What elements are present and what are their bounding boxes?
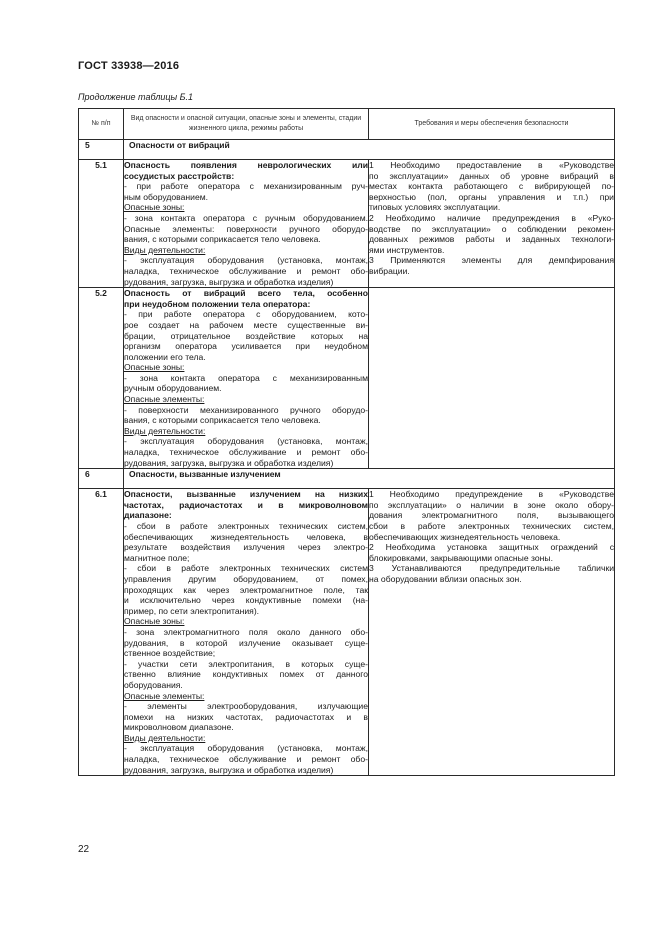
cell-text-line: местах контакта работающего с вибрирующей по- bbox=[369, 181, 614, 192]
cell-text-line: - эксплуатация оборудования (установка, монтаж, bbox=[124, 436, 368, 447]
cell-text-line: 3 Применяются элементы для демпфирования bbox=[369, 255, 614, 266]
cell-text-line: микроволновом диапазоне. bbox=[124, 722, 234, 733]
cell-text-line: при неудобном положении тела оператора: bbox=[124, 298, 311, 309]
cell-text-line: ручным оборудованием. bbox=[124, 383, 222, 394]
cell-text-line: рое создает на рабочем месте существенные ви- bbox=[124, 319, 368, 330]
cell-text-line: - эксплуатация оборудования (установка, монтаж, bbox=[124, 743, 368, 754]
measures-cell bbox=[369, 160, 615, 288]
row-number: 6.1 bbox=[79, 489, 124, 776]
cell-text-line: помехи на низких частотах, радиочастотах и в bbox=[124, 711, 368, 722]
cell-text-line: магнитное поле; bbox=[124, 552, 190, 563]
cell-text-line: наладка, техническое обслуживание и ремонт обо- bbox=[124, 447, 368, 458]
table-caption: Продолжение таблицы Б.1 bbox=[78, 92, 194, 102]
hazard-cell bbox=[124, 160, 369, 288]
cell-text-line: Опасные зоны: bbox=[124, 616, 185, 627]
cell-text-line: - сбои в работе электронных технических систем, bbox=[124, 521, 368, 531]
cell-text-line: - элементы электрооборудования, излучающие bbox=[124, 701, 368, 712]
page-number: 22 bbox=[78, 844, 90, 855]
cell-text-line: результате воздействия излучения через электро- bbox=[124, 542, 368, 553]
table-row bbox=[79, 160, 615, 288]
cell-text-line: Виды деятельности: bbox=[124, 425, 206, 436]
table-header-row bbox=[79, 109, 615, 140]
cell-text-line: организм оператора усиливается при неудобном bbox=[124, 341, 368, 352]
hazard-cell bbox=[124, 288, 369, 469]
cell-text-line: Опасность появления неврологических или bbox=[124, 160, 368, 170]
cell-text-line: блокировками, закрывающими опасные зоны. bbox=[369, 552, 553, 563]
cell-text-line: - зона контакта оператора с ручным оборудованием. bbox=[124, 212, 368, 223]
column-header-measures: Требования и меры обеспечения безопасности bbox=[369, 109, 615, 140]
cell-text-line: - при работе оператора с оборудованием, кото- bbox=[124, 309, 368, 320]
cell-text-line: управления другим оборудованием, от помех, bbox=[124, 573, 368, 584]
cell-text-line: рудования, загрузка, выгрузка и обработка изделия) bbox=[124, 764, 334, 775]
cell-text-line: - зона электромагнитного поля около данного обо- bbox=[124, 626, 368, 637]
cell-text-line: - поверхности механизированного ручного оборудо- bbox=[124, 404, 368, 415]
cell-text-line: ственно влияние кондуктивных помех от данного bbox=[124, 669, 368, 680]
cell-text-line: диапазоне: bbox=[124, 510, 172, 521]
cell-text-line: сбои в работе электронных технических систем, bbox=[369, 521, 614, 531]
cell-text-line: рудования, в которой излучение оказывает суще- bbox=[124, 637, 368, 648]
cell-text-line: сосудистых расстройств: bbox=[124, 170, 235, 181]
section-title: Опасности, вызванные излучением bbox=[124, 469, 615, 489]
cell-text-line: 3 Устанавливаются предупредительные таблички bbox=[369, 563, 614, 574]
cell-text-line: 2 Необходима установка защитных ограждений с bbox=[369, 542, 614, 553]
cell-text-line: рудования, загрузка, выгрузка и обработка изделия) bbox=[124, 276, 334, 287]
page-header: ГОСТ 33938—2016 bbox=[78, 60, 180, 72]
cell-text-line: Опасные элементы: bbox=[124, 394, 205, 405]
cell-text-line: проходящих как через электромагнитное поле, так bbox=[124, 584, 368, 595]
cell-text-line: ным оборудованием. bbox=[124, 191, 209, 202]
cell-text-line: - эксплуатация оборудования (установка, монтаж, bbox=[124, 255, 368, 266]
cell-text-line: ями инструментов. bbox=[369, 244, 445, 255]
cell-text-line: верхностью (пол, органы управления и т.п.) при bbox=[369, 191, 614, 202]
cell-text-line: по эксплуатации» данных об уровне вибраций в bbox=[369, 170, 614, 181]
cell-text-line: - при работе оператора с механизированным руч- bbox=[124, 181, 368, 192]
cell-text-line: - зона контакта оператора с механизированным bbox=[124, 372, 368, 383]
row-number: 5.2 bbox=[79, 288, 124, 469]
cell-text-line: рудования, загрузка, выгрузка и обработка изделия) bbox=[124, 457, 334, 468]
cell-text-line: 1 Необходимо предупреждение в «Руководстве bbox=[369, 489, 614, 500]
cell-text-line: пример, по сети электропитания). bbox=[124, 605, 260, 616]
cell-text-line: дованных режимов работы и заданных технологи- bbox=[369, 234, 614, 245]
cell-text-line: на оборудовании вблизи опасных зон. bbox=[369, 573, 522, 584]
cell-text-line: и исключительно через кондуктивные помехи (на- bbox=[124, 595, 368, 606]
section-title: Опасности от вибраций bbox=[124, 140, 615, 160]
cell-text-line: Виды деятельности: bbox=[124, 732, 206, 743]
hazard-cell bbox=[124, 489, 369, 776]
measures-cell bbox=[369, 288, 615, 469]
cell-text-line: Виды деятельности: bbox=[124, 244, 206, 255]
cell-text-line: 2 Необходимо наличие предупреждения в «Руко- bbox=[369, 212, 614, 223]
section-number: 6 bbox=[79, 469, 124, 489]
column-header-hazard: Вид опасности и опасной ситуации, опасные зоны и элементы, стадии жизненного цикла, режимы работы bbox=[124, 109, 369, 140]
cell-text-line: брации, отрицательное воздействие которых на bbox=[124, 330, 368, 341]
cell-text-line: типовых условиях эксплуатации. bbox=[369, 202, 501, 213]
table-row bbox=[79, 489, 615, 776]
measures-cell bbox=[369, 489, 615, 776]
cell-text-line: обеспечивающих жизнедеятельность человека, в bbox=[124, 531, 368, 542]
cell-text-line: Опасные зоны: bbox=[124, 362, 185, 373]
cell-text-line: наладка, техническое обслуживание и ремонт обо- bbox=[124, 754, 368, 765]
cell-text-line: оборудования. bbox=[124, 679, 183, 690]
cell-text-line: Опасные элементы: поверхности ручного оборудо- bbox=[124, 223, 368, 234]
cell-text-line: дования электромагнитного поля, вызывающего bbox=[369, 510, 614, 521]
section-row bbox=[79, 140, 615, 160]
cell-text-line: положении его тела. bbox=[124, 351, 206, 362]
cell-text-line: вания, с которыми соприкасается тело человека. bbox=[124, 415, 321, 426]
cell-text-line: ственное воздействие; bbox=[124, 648, 216, 659]
cell-text-line: - участки сети электропитания, в которых суще- bbox=[124, 658, 368, 669]
cell-text-line: наладка, техническое обслуживание и ремонт обо- bbox=[124, 265, 368, 276]
section-number: 5 bbox=[79, 140, 124, 160]
cell-text-line: Опасность от вибраций всего тела, особенно bbox=[124, 288, 368, 299]
cell-text-line: Опасные элементы: bbox=[124, 690, 205, 701]
row-number: 5.1 bbox=[79, 160, 124, 288]
cell-text-line: частотах, радиочастотах и в микроволновом bbox=[124, 499, 368, 510]
section-row bbox=[79, 469, 615, 489]
cell-text-line: водстве по эксплуатации» о соблюдении рекомен- bbox=[369, 223, 614, 234]
cell-text-line: по эксплуатации» о наличии в зоне около обору- bbox=[369, 499, 614, 510]
cell-text-line: Опасности, вызванные излучением на низких bbox=[124, 489, 368, 500]
cell-text-line: обеспечивающих жизнедеятельность человека. bbox=[369, 531, 561, 542]
cell-text-line: Опасные зоны: bbox=[124, 202, 185, 213]
cell-text-line: 1 Необходимо предоставление в «Руководстве bbox=[369, 160, 614, 170]
cell-text-line: вания, с которыми соприкасается тело человека. bbox=[124, 234, 321, 245]
requirements-table bbox=[78, 108, 615, 776]
table-row bbox=[79, 288, 615, 469]
column-header-number: № п/п bbox=[79, 109, 124, 140]
cell-text-line: вибрации. bbox=[369, 265, 410, 276]
cell-text-line: - сбои в работе электронных технических систем bbox=[124, 563, 368, 574]
